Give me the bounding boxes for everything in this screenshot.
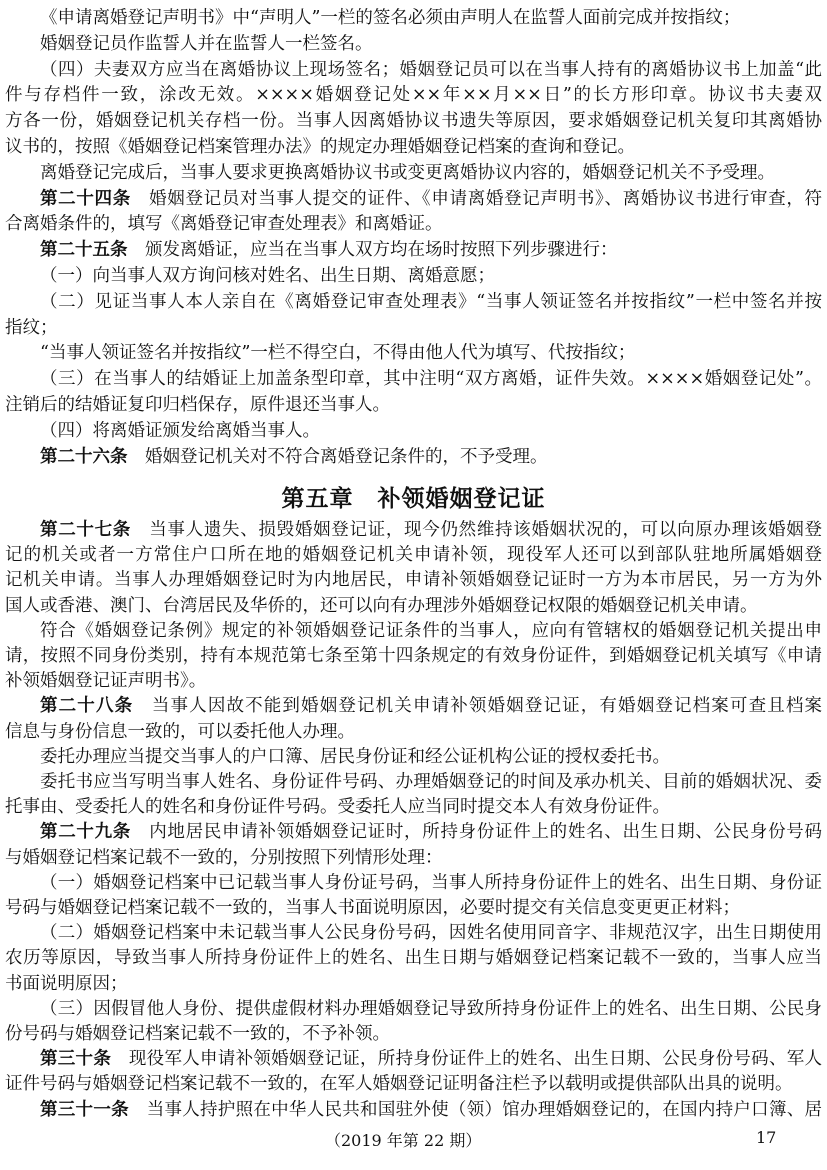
line-text: 农历等原因，导致当事人所持身份证件上的姓名、出生日期与婚姻登记档案记载不一致的，当事人应当 <box>5 948 822 969</box>
paragraph-line <box>5 315 822 341</box>
paragraph-line <box>40 186 822 212</box>
line-text: （一）婚姻登记档案中已记载当事人身份证号码，当事人所持身份证件上的姓名、出生日期、身份证 <box>40 872 822 893</box>
paragraph-line <box>40 693 822 719</box>
line-text: 婚姻登记员作监誓人并在监誓人一栏签名。 <box>40 33 373 54</box>
line-text: 离婚登记完成后，当事人要求更换离婚协议书或变更离婚协议内容的，婚姻登记机关不予受理。 <box>40 162 775 183</box>
line-text: 与婚姻登记档案记载不一致的，分别按照下列情形处理： <box>5 847 443 868</box>
paragraph-line <box>40 769 822 795</box>
paragraph-line <box>5 945 822 971</box>
line-text: 号码与婚姻登记档案记载不一致的，当事人书面说明原因，必要时提交有关信息变更更正材料； <box>5 898 740 918</box>
paragraph-line <box>40 517 822 543</box>
article-label: 第三十一条 <box>40 1099 129 1120</box>
paragraph-line <box>40 340 822 366</box>
paragraph-line <box>5 794 822 820</box>
paragraph-line <box>5 1021 822 1047</box>
paragraph-line <box>40 1046 822 1072</box>
line-text: 注销后的结婚证复印归档保存，原件退还当事人。 <box>5 395 390 415</box>
paragraph-line <box>40 996 822 1022</box>
line-text: 份号码与婚姻登记档案记载不一致的，不予补领。 <box>5 1024 390 1044</box>
line-text: 书面说明原因； <box>5 973 128 994</box>
paragraph-line <box>5 1071 822 1097</box>
paragraph-line <box>5 82 822 108</box>
line-text: 当事人持护照在中华人民共和国驻外使（领）馆办理婚姻登记的，在国内持户口簿、居 <box>146 1099 823 1120</box>
article-label: 第二十九条 <box>40 822 132 843</box>
paragraph-line <box>40 1097 822 1123</box>
paragraph-line <box>40 237 822 263</box>
paragraph-line <box>40 418 822 444</box>
article-label: 第二十四条 <box>40 188 131 209</box>
line-text: 方各一份，婚姻登记机关存档一份。当事人因离婚协议书遗失等原因，要求婚姻登记机关复印其离婚协 <box>5 111 822 132</box>
paragraph-line <box>40 57 822 83</box>
line-text: 内地居民申请补领婚姻登记证时，所持身份证件上的姓名、出生日期、公民身份号码 <box>149 822 823 843</box>
article-label: 第二十六条 <box>40 446 128 467</box>
paragraph-line <box>40 819 822 845</box>
paragraph-line <box>5 895 822 921</box>
line-text: 现役军人申请补领婚姻登记证，所持身份证件上的姓名、出生日期、公民身份号码、军人 <box>128 1049 823 1070</box>
article-label: 第二十八条 <box>40 696 134 717</box>
line-text: （二）婚姻登记档案中未记载当事人公民身份号码，因姓名使用同音字、非规范汉字，出生日期使用 <box>40 923 822 944</box>
line-text: （二）见证当事人本人亲自在《离婚登记审查处理表》“当事人领证签名并按指纹”一栏中签名并按 <box>40 291 822 312</box>
paragraph-line <box>5 971 822 997</box>
paragraph-line <box>40 31 822 57</box>
paragraph-line <box>5 845 822 871</box>
paragraph-line <box>40 444 822 470</box>
line-text: （四）将离婚证颁发给离婚当事人。 <box>40 420 320 441</box>
paragraph-line <box>5 567 822 593</box>
paragraph-line <box>5 593 822 619</box>
line-text: 托事由、受委托人的姓名和身份证件号码。受委托人应当同时提交本人有效身份证件。 <box>5 797 670 818</box>
paragraph-line <box>5 719 822 745</box>
line-text: 合离婚条件的，填写《离婚登记审查处理表》和离婚证。 <box>5 214 443 235</box>
footer-issue: （2019 年第 22 期） <box>325 1131 482 1150</box>
paragraph-line <box>5 392 822 418</box>
line-text: 当事人因故不能到婚姻登记机关申请补领婚姻登记证，有婚姻登记档案可查且档案 <box>151 696 823 717</box>
line-text: 符合《婚姻登记条例》规定的补领婚姻登记证条件的当事人，应向有管辖权的婚姻登记机关提出申 <box>40 620 822 641</box>
line-text: （三）在当事人的结婚证上加盖条型印章，其中注明“双方离婚，证件失效。××××婚姻登记处”。 <box>40 369 822 390</box>
paragraph-line <box>40 870 822 896</box>
line-text: 婚姻登记员对当事人提交的证件、《申请离婚登记声明书》、离婚协议书进行审查，符 <box>149 188 823 209</box>
line-text: 记机关申请。当事人办理婚姻登记时为内地居民，申请补领婚姻登记证时一方为本市居民，另一方为外 <box>5 570 822 591</box>
line-text: 婚姻登记机关对不符合离婚登记条件的，不予受理。 <box>145 446 548 467</box>
paragraph-line <box>5 108 822 134</box>
paragraph-line <box>40 160 822 186</box>
line-text: （一）向当事人双方询问核对姓名、出生日期、离婚意愿； <box>40 266 495 286</box>
paragraph-line <box>40 920 822 946</box>
line-text: （四）夫妻双方应当在离婚协议上现场签名；婚姻登记员可以在当事人持有的离婚协议书上加盖“此 <box>40 59 822 80</box>
page-number: 17 <box>756 1128 777 1147</box>
paragraph-line <box>5 134 822 160</box>
line-text: 《申请离婚登记声明书》中“声明人”一栏的签名必须由声明人在监誓人面前完成并按指纹； <box>40 8 741 28</box>
paragraph-line <box>40 366 822 392</box>
paragraph-line <box>40 289 822 315</box>
line-text: 证件号码与婚姻登记档案记载不一致的，在军人婚姻登记证明备注栏予以载明或提供部队出具的说明。 <box>5 1074 793 1095</box>
paragraph-line <box>5 542 822 568</box>
line-text: （三）因假冒他人身份、提供虚假材料办理婚姻登记导致所持身份证件上的姓名、出生日期、公民身 <box>40 998 822 1019</box>
line-text: 议书的，按照《婚姻登记档案管理办法》的规定办理婚姻登记档案的查询和登记。 <box>5 137 635 157</box>
line-text: 记的机关或者一方常住户口所在地的婚姻登记机关申请补领，现役军人还可以到部队驻地所属婚姻登 <box>5 545 822 566</box>
line-text: “当事人领证签名并按指纹”一栏不得空白，不得由他人代为填写、代按指纹； <box>40 343 636 364</box>
line-text: 补领婚姻登记证声明书》。 <box>5 671 207 692</box>
line-text: 件与存档件一致，涂改无效。××××婚姻登记处××年××月××日”的长方形印章。协议书夫妻双 <box>5 85 822 106</box>
article-label: 第三十条 <box>40 1049 112 1070</box>
article-label: 第二十七条 <box>40 520 132 540</box>
line-text: 指纹； <box>5 317 58 338</box>
paragraph-line <box>40 744 822 770</box>
line-text: 颁发离婚证，应当在当事人双方均在场时按照下列步骤进行： <box>145 240 618 261</box>
paragraph-line <box>40 618 822 644</box>
line-text: 当事人遗失、损毁婚姻登记证，现今仍然维持该婚姻状况的，可以向原办理该婚姻登 <box>149 520 823 540</box>
line-text: 委托书应当写明当事人姓名、身份证件号码、办理婚姻登记的时间及承办机关、目前的婚姻状况、委 <box>40 772 822 792</box>
article-label: 第二十五条 <box>40 240 128 261</box>
paragraph-line <box>5 643 822 669</box>
paragraph-line <box>5 211 822 237</box>
line-text: 请，按照不同身份类别，持有本规范第七条至第十四条规定的有效身份证件，到婚姻登记机关填写《申请 <box>5 646 822 666</box>
paragraph-line <box>40 263 822 289</box>
line-text: 信息与身份信息一致的，可以委托他人办理。 <box>5 721 355 742</box>
line-text: 国人或香港、澳门、台湾居民及华侨的，还可以向有办理涉外婚姻登记权限的婚姻登记机关申请。 <box>5 595 758 616</box>
line-text: 委托办理应当提交当事人的户口簿、居民身份证和经公证机构公证的授权委托书。 <box>40 746 670 767</box>
chapter-heading: 第五章 补领婚姻登记证 <box>281 485 546 512</box>
paragraph-line <box>5 668 822 694</box>
paragraph-line <box>40 5 822 31</box>
